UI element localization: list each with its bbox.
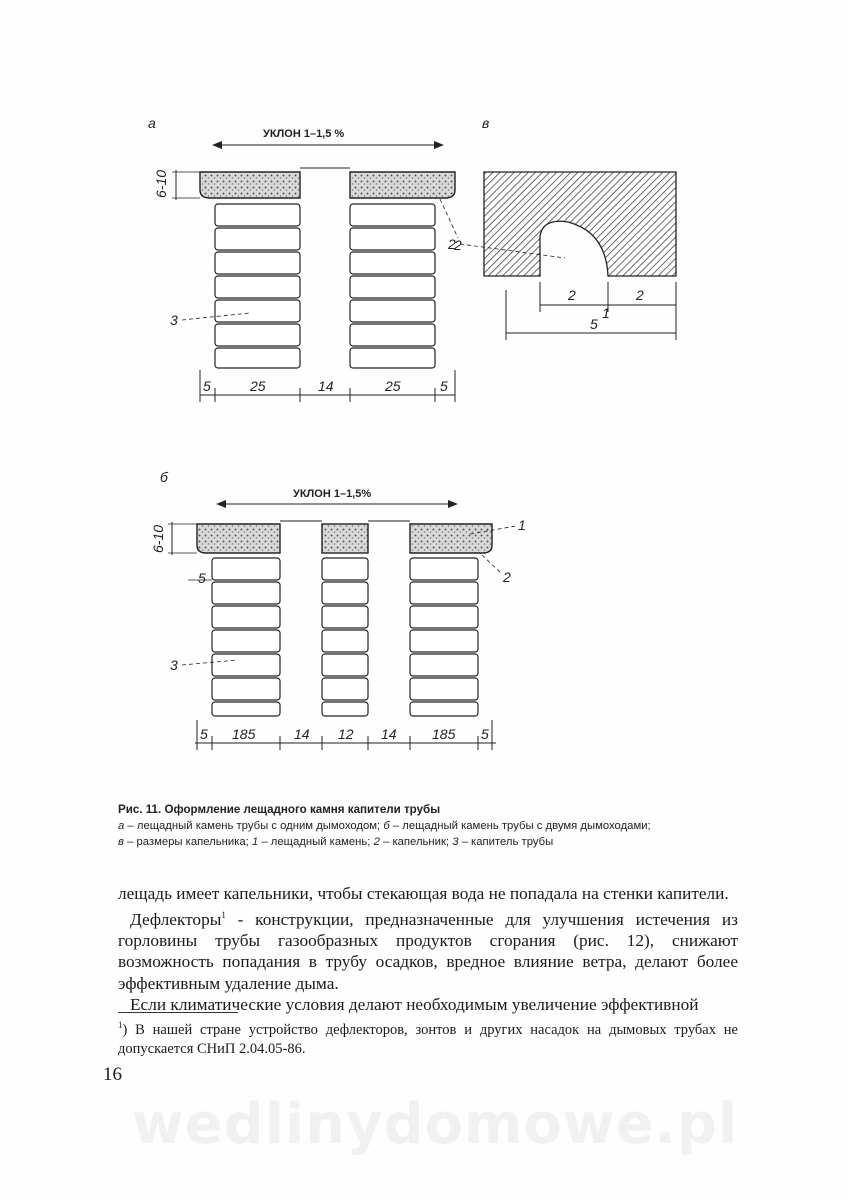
panel-a-dim: 14 xyxy=(318,378,334,394)
panel-b-dim: 5 xyxy=(481,726,489,742)
footnote-ref[interactable]: 1 xyxy=(221,909,226,920)
panel-a-dim: 5 xyxy=(440,378,448,394)
page-number: 16 xyxy=(103,1064,122,1085)
caption-letter: б xyxy=(383,820,390,832)
panel-a-slope: УКЛОН 1–1,5 % xyxy=(263,128,345,140)
figure-11-top xyxy=(0,0,848,420)
paragraph: лещадь имеет капельники, чтобы стекающая вода не попадала на стенки капители. xyxy=(118,884,729,903)
paragraph-text: - конструкции, предназначенные для улучшения истечения из горловины трубы газообразных продуктов сгорания (рис. 12), снижают возможность попадания в трубу осадков, вредное влияние ветра, делают более эффективным удаление дыма. xyxy=(118,909,738,993)
term-deflectors: Дефлекторы xyxy=(130,909,222,929)
panel-b-dim: 12 xyxy=(338,726,354,742)
panel-b-dim: 185 xyxy=(232,726,256,742)
caption-text: – размеры капельника; xyxy=(123,836,252,848)
caption-text: – капельник; xyxy=(379,836,453,848)
caption-number: 1 xyxy=(251,836,259,848)
footnote xyxy=(118,1016,738,1059)
paragraph xyxy=(118,905,738,995)
panel-v-dim-right: 2 xyxy=(636,287,644,303)
caption-number: 3 xyxy=(452,836,459,848)
figure-11-bottom xyxy=(0,460,848,760)
panel-v-marker-2: 2 xyxy=(448,236,456,252)
panel-a-marker-3: 3 xyxy=(170,312,178,328)
panel-b-dim: 185 xyxy=(432,726,456,742)
panel-v-dim-mid: 1 xyxy=(602,305,610,321)
caption-text: – лещадный камень трубы с одним дымоходом; xyxy=(124,820,384,832)
panel-v-dim-total: 5 xyxy=(590,316,598,332)
panel-b-marker-5: 5 xyxy=(198,570,206,586)
panel-b-height: 6-10 xyxy=(150,524,166,553)
body-text xyxy=(118,883,738,1016)
panel-b-dim: 14 xyxy=(381,726,397,742)
caption-text: – лещадный камень трубы с двумя дымоходами; xyxy=(389,820,651,832)
footnote-divider xyxy=(118,1012,238,1013)
panel-a-label: а xyxy=(148,115,156,131)
panel-a-dim: 5 xyxy=(203,378,211,394)
footnote-mark: 1 xyxy=(118,1020,123,1030)
panel-b-label: б xyxy=(160,469,168,485)
panel-v-label: в xyxy=(482,115,490,131)
panel-b-marker-2: 2 xyxy=(503,569,511,585)
panel-a-dim: 25 xyxy=(385,378,401,394)
panel-b-dim: 14 xyxy=(294,726,310,742)
panel-b-dim: 5 xyxy=(200,726,208,742)
panel-b-slope: УКЛОН 1–1,5% xyxy=(293,488,372,500)
caption-letter: в xyxy=(118,836,124,848)
watermark: wedlinydomowe.pl xyxy=(131,1092,739,1157)
panel-a-marker-2: 2 xyxy=(454,237,462,253)
panel-b-marker-3: 3 xyxy=(170,657,178,673)
caption-title: Рис. 11. Оформление лещадного камня капители трубы xyxy=(118,803,441,816)
panel-b-marker-1: 1 xyxy=(518,517,526,533)
caption-text: – лещадный камень; xyxy=(258,836,374,848)
panel-a-dim: 25 xyxy=(250,378,266,394)
paragraph: Если климатические условия делают необходимым увеличение эффективной xyxy=(130,995,699,1015)
figure-caption xyxy=(118,802,738,850)
caption-text: – капитель трубы xyxy=(458,836,554,848)
caption-legend xyxy=(118,818,738,850)
panel-a-height: 6-10 xyxy=(153,169,169,198)
footnote-text: ) В нашей стране устройство дефлекторов, зонтов и других насадок на дымовых трубах не допускается СНиП 2.04.05-86. xyxy=(118,1021,738,1057)
caption-number: 2 xyxy=(373,836,380,848)
panel-v-dim-left: 2 xyxy=(568,287,576,303)
caption-letter: а xyxy=(118,820,125,832)
